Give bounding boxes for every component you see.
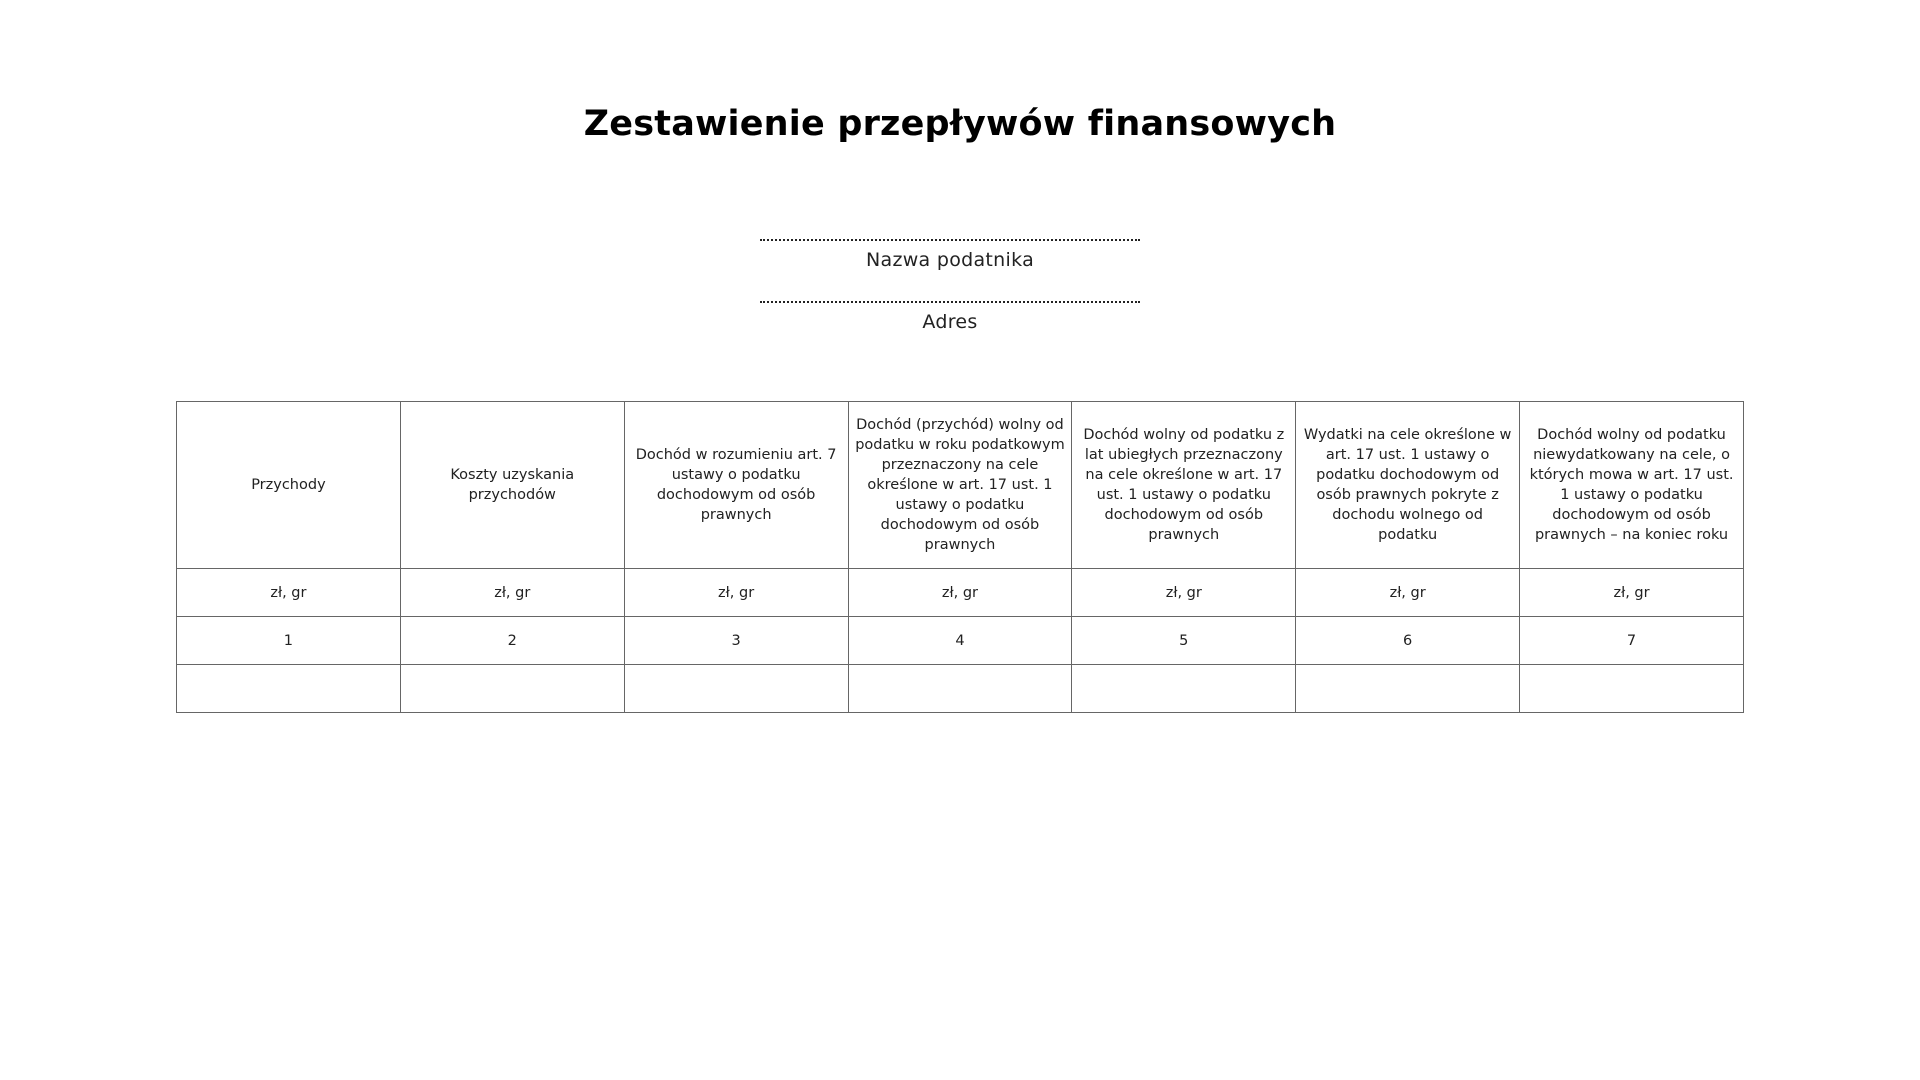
unit-cell: zł, gr — [1520, 569, 1744, 617]
header-cell-exempt-income-current-year: Dochód (przychód) wolny od podatku w roku podatkowym przeznaczony na cele określone w art. 17 ust. 1 ustawy o podatku dochodowym od osób prawnych — [848, 402, 1072, 569]
column-number-cell: 5 — [1072, 617, 1296, 665]
column-number-cell: 7 — [1520, 617, 1744, 665]
data-cell-exempt-income-current-year[interactable] — [848, 665, 1072, 713]
table-header-row — [177, 402, 1744, 569]
header-cell-exempt-income-previous-years: Dochód wolny od podatku z lat ubiegłych przeznaczony na cele określone w art. 17 ust. 1 ustawy o podatku dochodowym od osób prawnych — [1072, 402, 1296, 569]
taxpayer-name-dotted-line — [760, 239, 1140, 241]
address-label: Adres — [922, 311, 978, 333]
unit-cell: zł, gr — [177, 569, 401, 617]
unit-cell: zł, gr — [624, 569, 848, 617]
header-cell-taxable-income: Dochód w rozumieniu art. 7 ustawy o podatku dochodowym od osób prawnych — [624, 402, 848, 569]
column-number-cell: 3 — [624, 617, 848, 665]
header-cell-costs: Koszty uzyskania przychodów — [400, 402, 624, 569]
table-data-row — [177, 665, 1744, 713]
address-dotted-line — [760, 301, 1140, 303]
table-column-numbers-row — [177, 617, 1744, 665]
unit-cell: zł, gr — [1296, 569, 1520, 617]
data-cell-costs[interactable] — [400, 665, 624, 713]
taxpayer-name-label: Nazwa podatnika — [865, 249, 1035, 271]
document-title: Zestawienie przepływów finansowych — [583, 104, 1337, 144]
header-cell-expenses: Wydatki na cele określone w art. 17 ust. 1 ustawy o podatku dochodowym od osób prawnych pokryte z dochodu wolnego od podatku — [1296, 402, 1520, 569]
header-cell-unspent-exempt-income: Dochód wolny od podatku niewydatkowany na cele, o których mowa w art. 17 ust. 1 ustawy o podatku dochodowym od osób prawnych – na koniec roku — [1520, 402, 1744, 569]
address-field[interactable] — [760, 301, 1140, 333]
data-cell-taxable-income[interactable] — [624, 665, 848, 713]
column-number-cell: 6 — [1296, 617, 1520, 665]
data-cell-income[interactable] — [177, 665, 401, 713]
column-number-cell: 4 — [848, 617, 1072, 665]
header-cell-income: Przychody — [177, 402, 401, 569]
column-number-cell: 1 — [177, 617, 401, 665]
data-cell-expenses[interactable] — [1296, 665, 1520, 713]
data-cell-unspent-exempt-income[interactable] — [1520, 665, 1744, 713]
column-number-cell: 2 — [400, 617, 624, 665]
data-cell-exempt-income-previous-years[interactable] — [1072, 665, 1296, 713]
unit-cell: zł, gr — [400, 569, 624, 617]
unit-cell: zł, gr — [1072, 569, 1296, 617]
taxpayer-name-field[interactable] — [760, 239, 1140, 271]
unit-cell: zł, gr — [848, 569, 1072, 617]
table-units-row — [177, 569, 1744, 617]
financial-flows-table — [176, 401, 1744, 713]
